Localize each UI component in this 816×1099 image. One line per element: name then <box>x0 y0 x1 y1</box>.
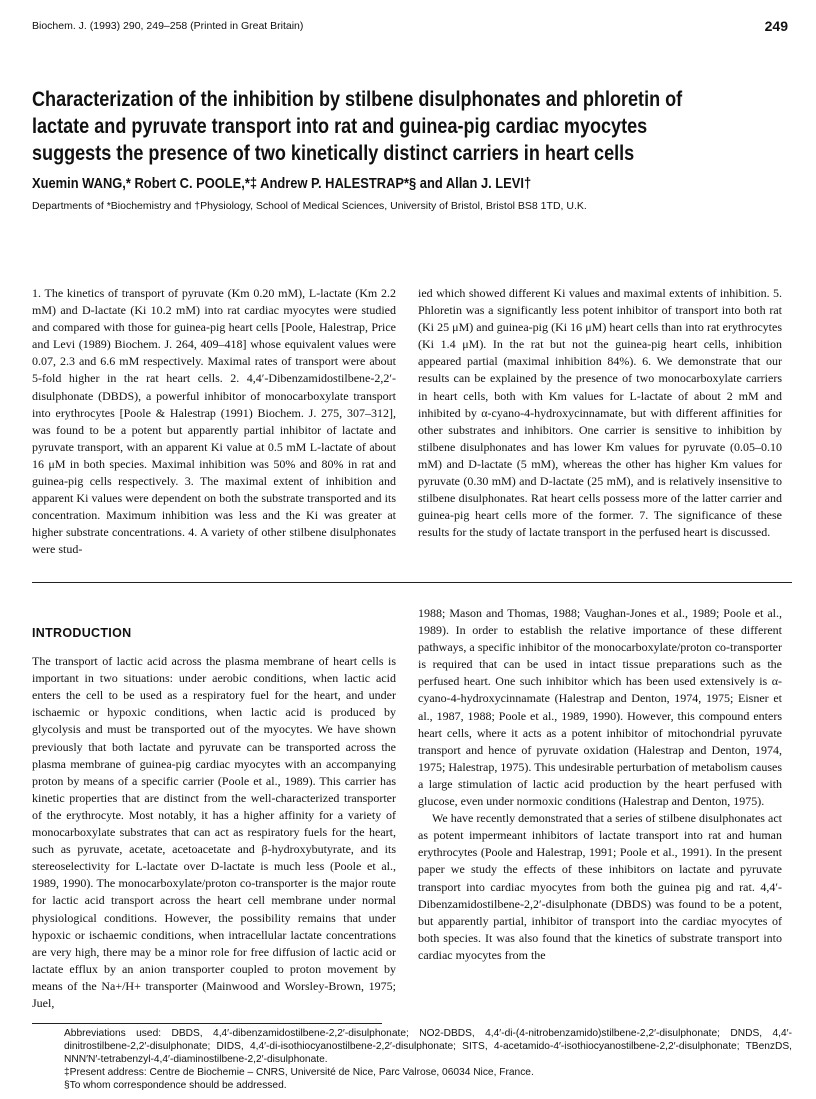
author-list: Xuemin WANG,* Robert C. POOLE,*‡ Andrew P. HALESTRAP*§ and Allan J. LEVI† <box>32 175 532 192</box>
introduction-paragraph-1: The transport of lactic acid across the plasma membrane of heart cells is important in two situations: under aerobic conditions, when lactic acid enters the cell to be used as a respiratory fuel for the heart, and under ischaemic or hypoxic conditions, when lactic acid is produced by glycolysis and must be transported out of the myocytes. We have shown previously that both lactate and pyruvate can be transported across the plasma membrane of guinea-pig cardiac myocytes with an accompanying proton by means of a specific carrier (Poole et al., 1989). This carrier has kinetic properties that are distinct from the well-characterized transporter of the erythrocyte. Most notably, it has a higher affinity for a variety of monocarboxylate substrates that can act as respiratory fuels for the heart, such as pyruvate, acetate, acetoacetate and β-hydroxybutyrate, and its stereoselectivity for L-lactate over D-lactate is much less (Poole et al., 1989, 1990). The monocarboxylate/proton co-transporter is the major route for lactic acid transport across the heart cell membrane under normal physiological conditions. However, the possibility remains that under hypoxic or ischaemic conditions, when intracellular lactate concentrations are very high, there may be a minor role for free diffusion of lactic acid or lactate efflux by an anion transporter coupled to proton movement by means of the Na+/H+ transporter (Mainwood and Worsley-Brown, 1975; Juel, <box>32 654 396 1010</box>
article-title <box>32 86 686 167</box>
title-line-2: lactate and pyruvate transport into rat and guinea-pig cardiac myocytes <box>32 115 648 138</box>
introduction-heading: INTRODUCTION <box>32 626 132 640</box>
abstract-column-right <box>418 285 782 541</box>
introduction-paragraph-2: We have recently demonstrated that a series of stilbene disulphonates act as potent impermeant inhibitors of lactate transport into rat and human erythrocytes (Poole and Halestrap, 1991; Poole et al., 1991). In the present paper we study the effects of these inhibitors on lactate and pyruvate transport into cardiac myocytes from both the guinea pig and rat. 4,4′-Dibenzamidostilbene-2,2′-disulphonate (DBDS) was found to be a potent, but apparently partial, inhibitor of transport into the cardiac myocytes of both species. It was also found that the kinetics of substrate transport into cardiac myocytes from the <box>418 811 782 962</box>
footnote-rule <box>32 1023 382 1024</box>
abbreviations-footnote: Abbreviations used: DBDS, 4,4′-dibenzamidostilbene-2,2′-disulphonate; NO2-DBDS, 4,4′-di-(4-nitrobenzamido)stilbene-2,2′-disulphonate; DNDS, 4,4′-dinitrostilbene-2,2′-disulphonate; DIDS, 4,4′-di-isothiocyanostilbene-2,2′-disulphonate; SITS, 4-acetamido-4′-isothiocyanostilbene-2,2′-disulphonate; TBenzDS, NNN′N′-tetrabenzyl-4,4′-diaminostilbene-2,2′-disulphonate. <box>64 1028 792 1065</box>
page-number: 249 <box>764 18 788 34</box>
introduction-paragraph-1-continued: 1988; Mason and Thomas, 1988; Vaughan-Jones et al., 1989; Poole et al., 1989). In order to establish the relative importance of these different pathways, a specific inhibitor of the monocarboxylate/proton co-transporter is required that can be used in intact tissue preparations such as the perfused heart. One such inhibitor which has been used extensively is α-cyano-4-hydroxycinnamate (Halestrap and Denton, 1974, 1975; Eisner et al., 1987, 1988; Poole et al., 1989, 1990). However, this compound enters heart cells, where it acts as a potent inhibitor of mitochondrial pyruvate transport and hence of pyruvate oxidation (Halestrap and Denton, 1974, 1975; Halestrap, 1975). This undesirable perturbation of metabolism causes a large stimulation of lactic acid production by the heart perfused with glucose, even under normoxic conditions (Halestrap and Denton, 1975). <box>418 606 782 809</box>
abstract-text-left: 1. The kinetics of transport of pyruvate (Km 0.20 mM), L-lactate (Km 2.2 mM) and D-lactate (Ki 10.2 mM) into rat cardiac myocytes were studied and compared with those for guinea-pig heart cells [Poole, Halestrap, Price and Levi (1989) Biochem. J. 264, 409–418] whose equivalent values were 0.07, 2.3 and 6.6 mM respectively. Maximal rates of transport were about 5-fold higher in the rat heart cells. 2. 4,4′-Dibenzamidostilbene-2,2′-disulphonate (DBDS), a powerful inhibitor of monocarboxylate transport into erythrocytes [Poole & Halestrap (1991) Biochem. J. 275, 307–312], was found to be a potent but apparently partial inhibitor of lactate and pyruvate transport, with an apparent Ki value at 0.5 mM L-lactate of about 16 μM in both species. Maximal inhibition was 50% and 80% in rat and guinea-pig cells respectively. 3. The maximal extent of inhibition and apparent Ki values were dependent on both the substrate transported and its concentration. Maximum inhibition was less and the Ki was greater at higher substrate concentrations. 4. A variety of other stilbene disulphonates were stud- <box>32 286 396 557</box>
title-line-3: suggests the presence of two kinetically distinct carriers in heart cells <box>32 142 635 165</box>
footnotes <box>32 1027 792 1092</box>
abstract-column-left <box>32 285 396 559</box>
present-address-footnote: ‡Present address: Centre de Biochemie – CNRS, Université de Nice, Parc Valrose, 06034 Nice, France. <box>64 1067 534 1078</box>
title-line-1: Characterization of the inhibition by stilbene disulphonates and phloretin of <box>32 88 683 111</box>
introduction-column-right <box>418 605 782 964</box>
author-affiliation: Departments of *Biochemistry and †Physiology, School of Medical Sciences, University of Bristol, Bristol BS8 1TD, U.K. <box>32 200 587 212</box>
correspondence-footnote: §To whom correspondence should be addressed. <box>64 1080 287 1091</box>
abstract-divider <box>32 582 792 583</box>
abstract-text-right: ied which showed different Ki values and maximal extents of inhibition. 5. Phloretin was a significantly less potent inhibitor of transport into both rat (Ki 25 μM) and guinea-pig (Ki 16 μM) heart cells than into rat erythrocytes (Ki 1.4 μM). In the rat but not the guinea-pig heart cells, inhibition appeared partial (maximal inhibition 84%). 6. We demonstrate that our results can be explained by the presence of two monocarboxylate carriers in heart cells, both with Km values for L-lactate of about 2 mM and inhibited by α-cyano-4-hydroxycinnamate, but with different affinities for other substrates and inhibitors. One carrier is sensitive to inhibition by stilbene disulphonates and has lower Km values for pyruvate (0.05–0.10 mM) and D-lactate (5 mM), whereas the other has higher Km values for pyruvate (0.30 mM) and D-lactate (25 mM), and is relatively insensitive to stilbene disulphonates. Rat heart cells possess more of the latter carrier and guinea-pig heart cells more of the former. 7. The significance of these results for the study of lactate transport in the perfused heart is discussed. <box>418 286 782 540</box>
introduction-column-left <box>32 625 396 1012</box>
journal-reference: Biochem. J. (1993) 290, 249–258 (Printed in Great Britain) <box>32 20 304 32</box>
